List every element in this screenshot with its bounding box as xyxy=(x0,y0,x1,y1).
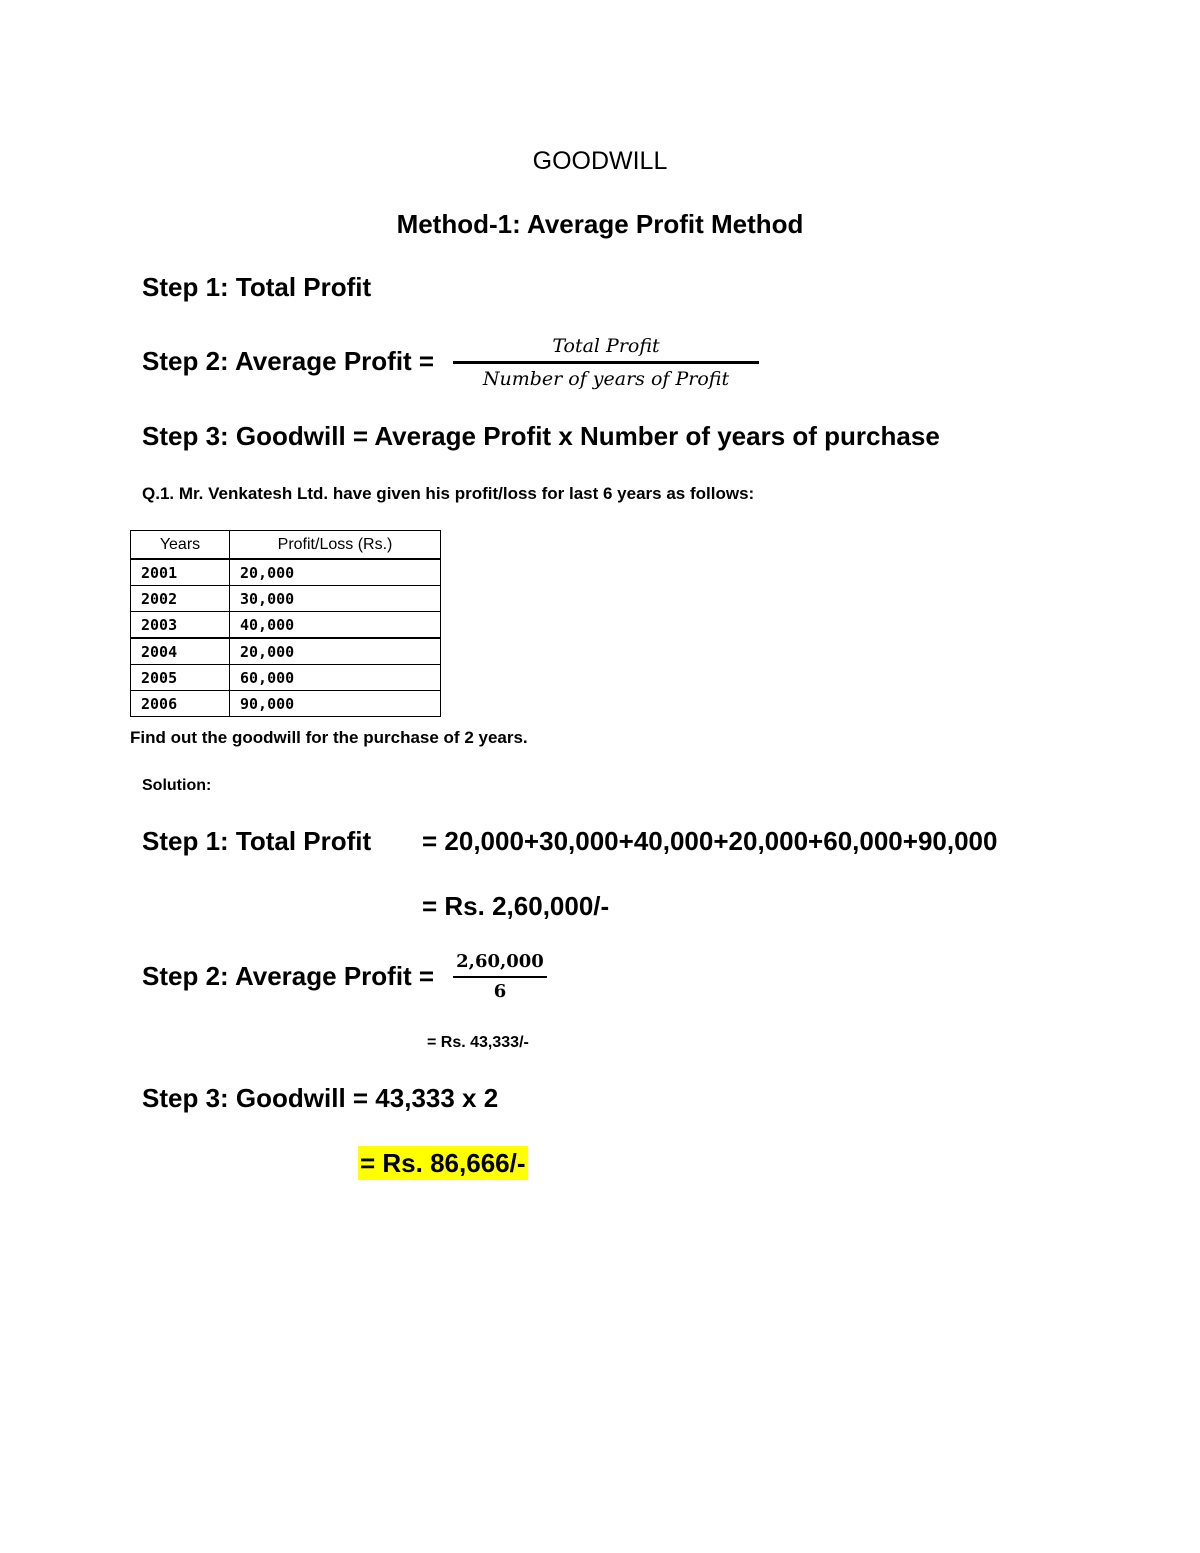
final-answer xyxy=(358,1148,528,1179)
table-row xyxy=(131,559,441,586)
amount-cell: 30,000 xyxy=(230,586,441,612)
year-cell: 2001 xyxy=(131,559,230,586)
method-heading: Method-1: Average Profit Method xyxy=(396,209,804,239)
page-title: GOODWILL xyxy=(532,147,668,175)
table-row xyxy=(131,586,441,612)
year-cell: 2003 xyxy=(131,612,230,639)
fraction-denominator: Number of years of Profit xyxy=(482,368,730,390)
amount-cell: 40,000 xyxy=(230,612,441,639)
column-header-profit-loss: Profit/Loss (Rs.) xyxy=(230,531,441,560)
solution-step-1-result: = Rs. 2,60,000/- xyxy=(422,891,610,921)
formula-step-1: Step 1: Total Profit xyxy=(142,272,372,302)
fraction-numerator: 2,60,000 xyxy=(456,951,544,972)
amount-cell: 20,000 xyxy=(230,638,441,665)
solution-average-fraction xyxy=(453,950,547,1004)
column-header-years: Years xyxy=(131,531,230,560)
solution-step-1-label: Step 1: Total Profit xyxy=(142,826,372,856)
solution-step-2-result: = Rs. 43,333/- xyxy=(427,1034,529,1051)
average-profit-fraction xyxy=(453,333,759,392)
solution-step-1-expression: = 20,000+30,000+40,000+20,000+60,000+90,000 xyxy=(422,826,998,856)
table-header-row xyxy=(131,531,441,560)
amount-cell: 60,000 xyxy=(230,665,441,691)
find-goodwill-text: Find out the goodwill for the purchase of 2 years. xyxy=(130,728,528,747)
amount-cell: 90,000 xyxy=(230,691,441,717)
formula-step-2-label: Step 2: Average Profit = xyxy=(142,346,435,376)
table-row xyxy=(131,638,441,665)
formula-step-3: Step 3: Goodwill = Average Profit x Number of years of purchase xyxy=(142,421,940,451)
table-row xyxy=(131,612,441,639)
year-cell: 2005 xyxy=(131,665,230,691)
fraction-bar xyxy=(453,361,759,364)
year-cell: 2004 xyxy=(131,638,230,665)
table-row xyxy=(131,691,441,717)
year-cell: 2002 xyxy=(131,586,230,612)
fraction-denominator: 6 xyxy=(493,981,507,1002)
profit-loss-table xyxy=(130,530,441,717)
final-answer-highlight: = Rs. 86,666/- xyxy=(360,1148,526,1178)
fraction-numerator: Total Profit xyxy=(552,335,660,357)
solution-step-3-label: Step 3: Goodwill = 43,333 x 2 xyxy=(142,1083,499,1113)
amount-cell: 20,000 xyxy=(230,559,441,586)
solution-step-2-label: Step 2: Average Profit = xyxy=(142,961,435,991)
question-text: Q.1. Mr. Venkatesh Ltd. have given his profit/loss for last 6 years as follows: xyxy=(142,484,755,503)
solution-label: Solution: xyxy=(142,777,212,794)
year-cell: 2006 xyxy=(131,691,230,717)
fraction-bar xyxy=(453,976,547,978)
table-row xyxy=(131,665,441,691)
